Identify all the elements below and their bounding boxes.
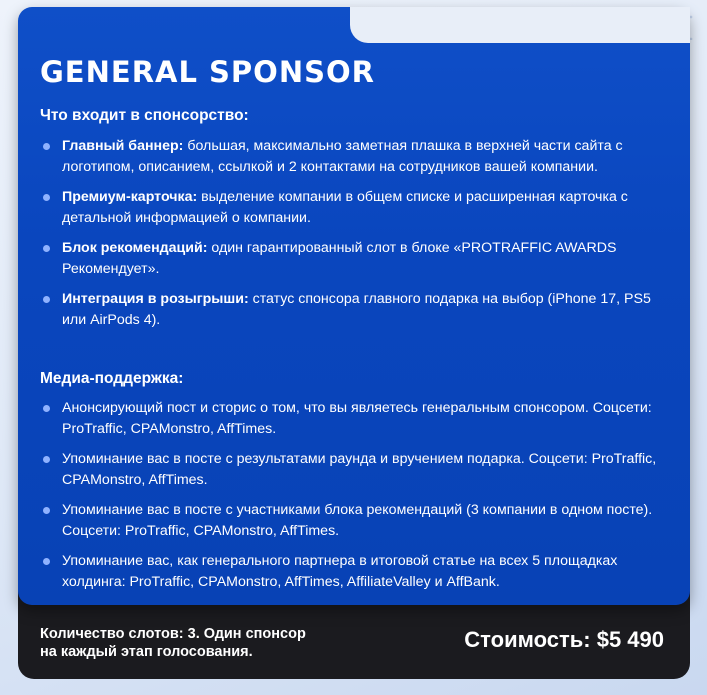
- pricing-footer: [18, 605, 690, 679]
- includes-list: [40, 136, 670, 340]
- list-item: Упоминание вас в посте с результатами раунда и вручением подарка. Соцсети: ProTraffic, CPAMonstro, AffTimes.: [40, 449, 670, 491]
- list-item: Интеграция в розыгрыши: статус спонсора главного подарка на выбор (iPhone 17, PS5 или AirPods 4).: [40, 289, 670, 331]
- slots-info: Количество слотов: 3. Один спонсор на каждый этап голосования.: [40, 626, 306, 660]
- list-item: Блок рекомендаций: один гарантированный слот в блоке «PROTRAFFIC AWARDS Рекомендует».: [40, 238, 670, 280]
- includes-heading: Что входит в спонсорство:: [40, 107, 249, 124]
- folder-tab-notch: [350, 7, 690, 43]
- bullet-icon: [43, 296, 50, 303]
- list-item: Анонсирующий пост и сторис о том, что вы являетесь генеральным спонсором. Соцсети: ProTraffic, CPAMonstro, AffTimes.: [40, 398, 670, 440]
- bullet-icon: [43, 456, 50, 463]
- info-panel: [18, 7, 690, 605]
- bullet-icon: [43, 558, 50, 565]
- list-item: Упоминание вас в посте с участниками блока рекомендаций (3 компании в одном посте). Соцсети: ProTraffic, CPAMonstro, AffTimes.: [40, 500, 670, 542]
- sponsor-card: [18, 7, 690, 679]
- bullet-icon: [43, 405, 50, 412]
- price-label: Стоимость: $5 490: [464, 627, 664, 652]
- list-item: Главный баннер: большая, максимально заметная плашка в верхней части сайта с логотипом, описанием, ссылкой и 2 контактами на сотрудников вашей компании.: [40, 136, 670, 178]
- bullet-icon: [43, 507, 50, 514]
- list-item: Премиум-карточка: выделение компании в общем списке и расширенная карточка с детальной информацией о компании.: [40, 187, 670, 229]
- bullet-icon: [43, 194, 50, 201]
- bullet-icon: [43, 245, 50, 252]
- bullet-icon: [43, 143, 50, 150]
- package-title: GENERAL SPONSOR: [40, 55, 375, 89]
- list-item: Упоминание вас, как генерального партнера в итоговой статье на всех 5 площадках холдинга: ProTraffic, CPAMonstro, AffTimes, AffiliateValley и AffBank.: [40, 551, 670, 593]
- media-list: [40, 398, 670, 602]
- media-heading: Медиа-поддержка:: [40, 370, 184, 387]
